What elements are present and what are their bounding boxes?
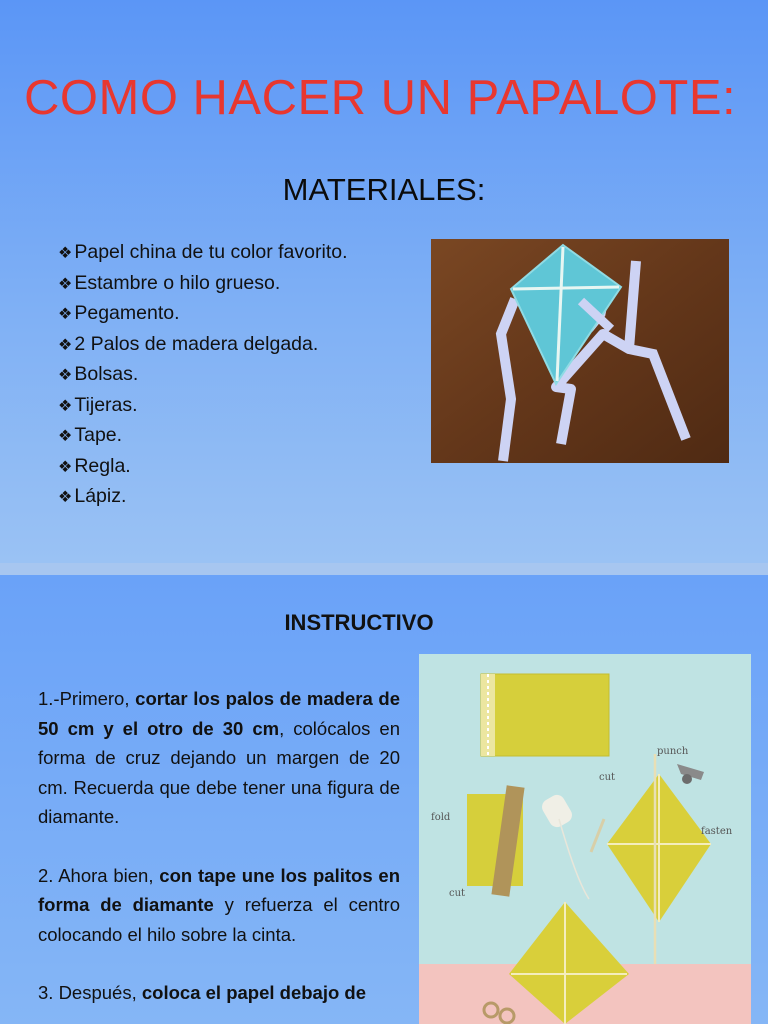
diamond-bullet-icon: ❖ [58, 275, 73, 293]
material-label: Lápiz. [74, 485, 127, 507]
list-item [58, 237, 348, 268]
diamond-bullet-icon: ❖ [58, 428, 73, 445]
list-item [58, 268, 348, 299]
diamond-bullet-icon: ❖ [58, 245, 73, 262]
material-label: Bolsas. [74, 363, 139, 385]
step-3: 3. Después, coloca el papel debajo de [38, 982, 366, 1003]
photo-label-punch: punch [657, 746, 689, 757]
list-item [58, 390, 348, 421]
material-label: Regla. [74, 454, 131, 477]
diamond-bullet-icon: ❖ [58, 336, 73, 354]
kite-photo [431, 239, 729, 463]
materials-heading: MATERIALES: [282, 172, 486, 207]
photo-label-fasten: fasten [701, 826, 733, 837]
list-item [58, 481, 348, 512]
instructions-heading: INSTRUCTIVO [284, 610, 434, 635]
material-label: Pegamento. [74, 302, 180, 324]
diamond-bullet-icon: ❖ [58, 397, 73, 415]
photo-label-fold: fold [431, 812, 451, 823]
list-item [58, 329, 348, 360]
slide-instructivo [0, 575, 768, 1024]
materials-list [58, 237, 348, 512]
diamond-bullet-icon: ❖ [58, 458, 73, 476]
photo-label-cut-bottom: cut [449, 888, 466, 899]
material-label: Tape. [74, 424, 123, 446]
material-label: 2 Palos de madera delgada. [74, 332, 319, 355]
diamond-bullet-icon: ❖ [58, 306, 73, 323]
step-1: 1.-Primero, cortar los palos de madera de 50 cm y el otro de 30 cm, colócalos en forma de cruz dejando un margen de 20 cm. Recuerda que debe tener una figura de diamante. [38, 688, 400, 827]
list-item [58, 420, 348, 451]
material-label: Papel china de tu color favorito. [74, 241, 348, 263]
instructions-photo [419, 654, 751, 1024]
diamond-bullet-icon: ❖ [58, 489, 73, 506]
list-item [58, 451, 348, 482]
steps-text [38, 684, 400, 1024]
page-title: COMO HACER UN PAPALOTE: [24, 71, 737, 125]
list-item [58, 298, 348, 329]
photo-label-cut-top: cut [599, 772, 616, 783]
slide-separator [0, 563, 768, 575]
step-2: 2. Ahora bien, con tape une los palitos en forma de diamante y refuerza el centro colocando el hilo sobre la cinta. [38, 864, 400, 945]
material-label: Tijeras. [74, 393, 138, 416]
material-label: Estambre o hilo grueso. [74, 271, 281, 294]
list-item [58, 359, 348, 390]
diamond-bullet-icon: ❖ [58, 367, 73, 384]
